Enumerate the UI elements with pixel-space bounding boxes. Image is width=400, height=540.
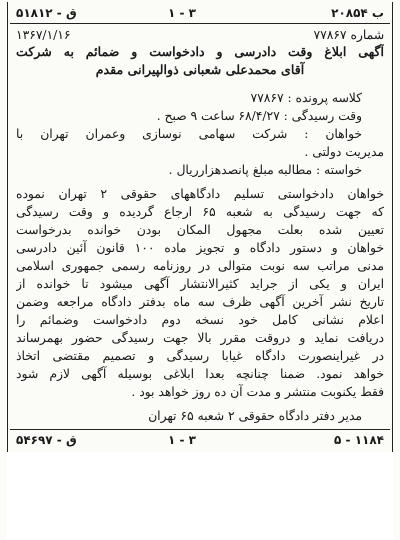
body-line: تعیین شده بعلت مجهول المکان بودن خوانده بدرخواست xyxy=(16,223,384,237)
header-code-center: ۳ - ۱ xyxy=(168,6,196,20)
request-line: خواسته : مطالبه مبلغ پانصدهزارریال . xyxy=(168,163,362,177)
footer-code-right: ۱۱۸۴ - ۵ xyxy=(334,433,384,447)
body-line: خواهان دادخواستی تسلیم دادگاههای حقوقی ۲ تهران نموده xyxy=(16,187,384,201)
title-line-2: آقای محمدعلی شعبانی ذوالپیرانی مقدم xyxy=(95,62,305,77)
legal-notice xyxy=(7,2,393,452)
blank-margin xyxy=(7,452,393,540)
header-code-right: ب ۲۰۸۵۴ xyxy=(331,6,384,20)
body-line: خواهان و دستور دادگاه و تجویز ماده ۱۰۰ قانون آئین دادرسی xyxy=(16,241,384,255)
file-number-line: کلاسه پرونده : ۷۷۸۶۷ xyxy=(250,91,362,105)
body-line: در غیراینصورت دادگاه غیابا رسیدگی و تصمیم مقتضی اتخاذ xyxy=(16,349,384,363)
plaintiff-line-2: مدیریت دولتی . xyxy=(304,145,384,159)
footer-code-center: ۳ - ۱ xyxy=(168,433,196,447)
notice-number-line xyxy=(16,26,384,44)
header-rule xyxy=(10,23,390,24)
body-line: تاریخ نشر آخرین آگهی ظرف سه ماه بدفتر دادگاه مراجعه وضمن xyxy=(16,295,384,309)
footer-rule xyxy=(10,429,390,430)
number-label: شماره xyxy=(350,28,384,42)
body-line: مدنی مراتب سه نوبت متوالی در روزنامه رسمی جمهوری اسلامی xyxy=(16,259,384,273)
body-line: که جهت رسیدگی به شعبه ۶۵ ارجاع گردیده و وقت رسیدگی xyxy=(16,205,384,219)
number-value: ۷۷۸۶۷ xyxy=(313,28,347,42)
header-code-left: ق - ۵۱۸۱۲ xyxy=(16,6,77,20)
body-line: فقط یکنوبت منتشر و مدت آن ده روز خواهد بود . xyxy=(131,385,384,399)
footer-code-left: ق - ۵۴۶۹۷ xyxy=(16,433,77,447)
body-line: ایران و یکی از جراید کثیرالانتشار آگهی میشود تا خوانده از xyxy=(16,277,384,291)
body-line: دریافت نماید و دروقت مقرر بالا جهت رسیدگی حضور بهمرساند xyxy=(16,331,384,345)
signature-line: مدیر دفتر دادگاه حقوقی ۲ شعبه ۶۵ تهران xyxy=(148,409,362,423)
body-line: اعلام نشانی کامل خود نسخه دوم دادخواست وضمائم را xyxy=(16,313,384,327)
title-line-1: آگهی ابلاغ وقت دادرسی و دادخواست و ضمائم به شرکت xyxy=(16,44,384,59)
body-line: خواهد نمود. ضمنا چنانچه بعدا ابلاغی بوسیله آگهی لازم شود xyxy=(16,367,384,381)
notice-date: ۱۳۶۷/۱/۱۶ xyxy=(16,28,71,42)
hearing-time-line: وقت رسیدگی : ۶۸/۴/۲۷ ساعت ۹ صبح . xyxy=(156,109,362,123)
plaintiff-line-1: خواهان : شرکت سهامی نوسازی وعمران تهران با xyxy=(16,127,362,141)
